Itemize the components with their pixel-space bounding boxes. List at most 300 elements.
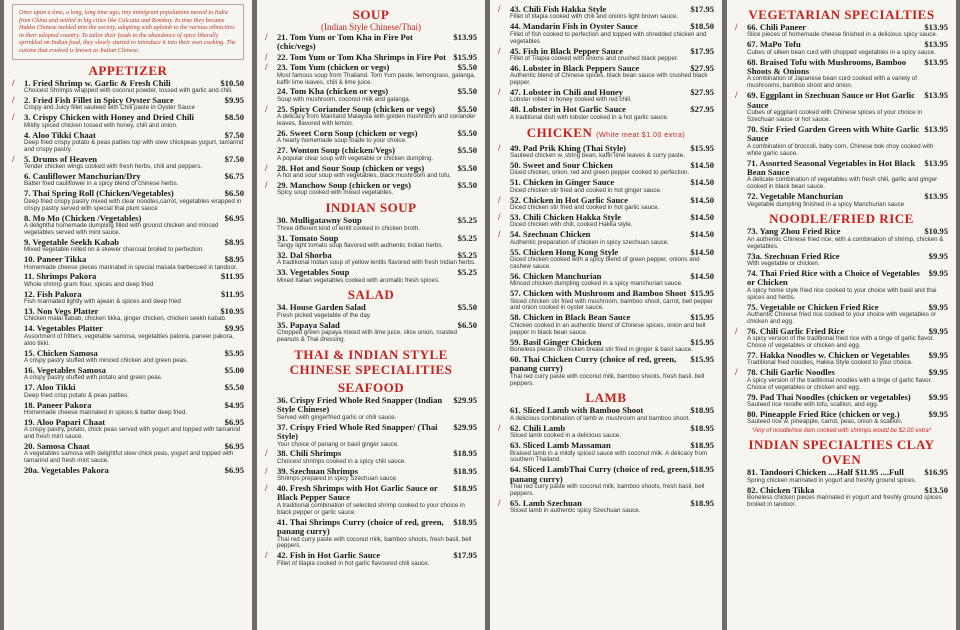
menu-item-price: $17.95 [690,4,714,14]
menu-item-name [510,355,714,374]
section-title-soup: SOUP [352,7,390,22]
menu-item-description: Braised lamb in a mildly spiced sauce with coconut milk. A delicacy from southern Thailand. [510,449,708,464]
chili-pepper-icon: / [498,4,501,14]
chili-pepper-icon: / [265,51,268,62]
menu-item-title: 5. Drums of Heaven [24,153,98,164]
menu-item-description: Lobster rolled in honey cooked with red chili. [510,96,632,104]
menu-item-description: A spicy home style fried rice cooked to your choice with basil and thai spices and herbs. [747,286,937,301]
menu-item-title: 44. Mandarin Fish in Oyster Sauce [510,21,638,32]
menu-item-title: 25. Spicy Coriander Soup (chicken or vegs) [277,103,435,114]
menu-item-title: 31. Tomato Soup [277,232,339,243]
menu-item [498,424,714,440]
menu-item [735,351,948,367]
menu-item [498,5,714,21]
menu-item-title: 13. Non Vegs Platter [24,306,99,317]
chili-pepper-icon: / [265,62,268,73]
menu-item [265,518,477,551]
menu-item-name [747,269,948,288]
chili-pepper-icon: / [735,22,738,32]
chili-pepper-icon: / [498,142,501,153]
menu-item-description: Shrimps prepared in spicy Szechuan sauce. [277,475,398,483]
menu-item [735,40,948,56]
menu-item-price: $15.95 [453,51,477,62]
menu-item-title: 24. Tom Kha (chicken or vegs) [277,86,389,97]
menu-item-description: Spicy soup cooked with mixed vegetables. [277,189,394,197]
menu-item [498,465,714,498]
menu-item-price: $18.95 [690,440,714,451]
menu-item-price: $27.95 [690,62,714,73]
menu-item-description: Chicken malai kabab, chicken tikka, ginger chicken, chicken seekh kabab. [24,315,227,323]
menu-item-description: Choicest shrimps cooked in a spicy chili sauce. [277,457,406,465]
menu-item [498,499,714,515]
menu-item-price: $18.95 [690,405,714,416]
menu-item-description: Sauteed rice w. pineapple, carrot, peas, onion & scallion. [747,418,903,426]
menu-item [12,113,244,129]
menu-item-title: 59. Basil Ginger Chicken [510,336,602,347]
menu-item [265,303,477,319]
menu-item-title: 30. Mulligatawny Soup [277,215,362,226]
menu-item-price: $10.50 [220,77,244,88]
menu-item-title: 2. Fried Fish Fillet in Spicy Oyster Sauce [24,94,174,105]
menu-item-title: 17. Aloo Tikki [24,382,76,393]
menu-item-title: 81. Tandoori Chicken ....Half $11.95 ....Full [747,467,904,478]
menu-item-price: $27.95 [690,87,714,98]
menu-item-title: 48. Lobster in Hot Garlic Sauce [510,104,626,115]
menu-item-description: A delightful homemade dumpling filled with ground chicken and minced vegetables served with mint sauce. [24,221,219,236]
menu-item-price: $14.50 [690,246,714,257]
menu-item-description: A popular clear soup with vegetable or chicken dumpling. [277,154,434,162]
menu-item-title: 8. Mo Mo (Chicken /Vegetables) [24,212,142,223]
chili-pepper-icon: / [498,229,501,240]
menu-item [12,349,244,365]
menu-item-description: Three different kind of lentil cooked in chicken broth. [277,224,420,232]
menu-item-price: $18.95 [690,422,714,433]
menu-item [12,324,244,347]
menu-item-description: Minced chicken dumpling cooked in a spicy manchurian sauce. [510,280,683,288]
menu-item-description: A crispy pastry, potato, chick peas served with yogurt and topped with tamarind and fresh mint sauce. [24,426,241,441]
menu-item-description: With vegetable or chicken. [747,260,820,268]
menu-list [735,468,948,509]
menu-item [498,47,714,63]
menu-item-price: $29.95 [453,395,477,405]
menu-item-description: Chicken cooked in an authentic blend of Chinese spices, onion and bell pepper in black bean sauce. [510,321,706,336]
menu-item-title: 52. Chicken in Hot Garlic Sauce [510,194,628,205]
menu-item-price: $4.95 [224,399,244,410]
menu-item [498,248,714,271]
menu-item-title: 75. Vegetable or Chicken Fried Rice [747,301,879,312]
menu-list [265,33,477,197]
menu-item-price: $13.95 [924,90,948,101]
menu-item-title: 20a. Vegetables Pakora [24,465,109,476]
menu-item-price: $5.50 [224,382,244,393]
menu-item-description: Fillet of tilapia cooked with chili and onions light brown sauce. [510,13,679,21]
menu-item-price: $5.00 [224,364,244,375]
chili-pepper-icon: / [498,211,501,222]
menu-list [735,227,948,426]
menu-item [12,466,244,475]
menu-item-price: $5.50 [457,145,477,156]
menu-item-price: $13.50 [924,484,948,495]
menu-item-description: A traditional combination of selected shrimp cooked to your choice in black pepper or garlic sauce. [277,501,465,516]
menu-item [498,161,714,177]
menu-item-title: 27. Wonton Soup (chicken/Vegs) [277,145,395,156]
menu-item-name [277,53,477,62]
menu-item [265,164,477,180]
menu-item [498,230,714,246]
menu-item-price: $9.95 [928,267,948,278]
menu-item-description: Whole shrimp gram flour, spices and deep fried [24,280,154,288]
chili-pepper-icon: / [265,448,268,459]
menu-item-name [747,159,948,178]
menu-item-price: $17.95 [690,45,714,56]
menu-item-description: Mixed vegetable rolled on a skewer charcoal broiled to perfection. [24,246,204,254]
section-title-indian-soup: INDIAN SOUP [325,200,417,216]
menu-item-price: $5.25 [457,232,477,243]
menu-item [735,58,948,91]
menu-item-name [277,518,477,537]
menu-item [498,441,714,464]
menu-item [12,255,244,271]
menu-item-description: A spicy version of the traditional noodles with a tinge of garlic flavor. Choice of vegetables or chicken and egg. [747,376,933,391]
menu-item-title: 68. Braised Tofu with Mushrooms, Bamboo Shoots & Onions [747,56,907,77]
menu-item-description: Sauteed rice noodle with tofu, scallion, and egg. [747,400,879,408]
menu-item-title: 79. Pad Thai Noodles (chicken or vegetables) [747,391,911,402]
menu-list [265,303,477,344]
menu-list [498,406,714,515]
menu-item-description: A hot and sour soup with vegetables, black mushroom and tofu. [277,172,452,179]
menu-item-description: A crispy pastry stuffed with potato and green peas. [24,374,163,382]
menu-item-price: $15.95 [690,353,714,364]
menu-item-title: 42. Fish in Hot Garlic Sauce [277,550,381,561]
menu-item-title: 10. Paneer Tikka [24,254,87,265]
menu-item-title: 9. Vegetable Seekh Kabab [24,236,120,247]
menu-item-name [277,423,477,442]
menu-item [498,213,714,229]
menu-item-price: $9.95 [928,250,948,261]
menu-item-description: Sliced lamb cooked in a delicious sauce. [510,432,622,440]
menu-item-title: 20. Samosa Chaat [24,441,90,452]
menu-item [265,423,477,449]
menu-item-price: $27.95 [690,104,714,115]
menu-item [735,393,948,409]
chili-pepper-icon: / [735,325,738,336]
menu-item-description: Mildly spiced chicken tossed with honey, chili and onion. [24,121,178,129]
menu-item-description: Diced chicken cooked with a spicy blend of green pepper, onions and cashew sauce. [510,255,700,270]
chili-pepper-icon: / [12,77,15,88]
menu-item-description: Authentic blend of Chinese spices, black bean sauce with crushed black pepper. [510,72,708,87]
menu-item [498,88,714,104]
menu-item-title: 23. Tom Yum (chicken or vegs) [277,62,390,73]
menu-item-title: 12. Fish Pakora [24,288,82,299]
section-title-seafood: SEAFOOD [337,380,405,395]
menu-item-price: $8.95 [224,254,244,265]
section-subtitle-soup: (Indian Style Chinese/Thai) [321,22,421,32]
menu-item-description: Served with gingerfried garlic or chili sauce. [277,413,397,421]
menu-item-title: 36. Crispy Fried Whole Red Snapper (Indian Style Chinese) [277,395,443,415]
chili-pepper-icon: / [12,94,15,105]
menu-item-description: Homemade cheese marinated in spices & batter deep fried. [24,408,188,416]
menu-item [12,96,244,112]
menu-item [735,159,948,192]
menu-item-price: $18.95 [453,516,477,527]
menu-panel-4 [727,0,956,630]
menu-item-price: $13.95 [453,32,477,42]
menu-item-description: Homemade cheese pieces marinated in special masala barbecued in tandoor. [24,263,238,271]
section-title-chicken [498,125,714,143]
menu-item [735,252,948,268]
menu-item-price: $6.95 [224,212,244,223]
menu-item-price: $5.25 [457,267,477,278]
menu-item [735,368,948,391]
menu-list [265,216,477,284]
menu-item-title: 18. Paneer Pakora [24,399,92,410]
menu-item-name [277,484,477,503]
menu-item-price: $13.95 [924,157,948,168]
menu-item-title: 41. Thai Shrimps Curry (choice of red, green, panang curry) [277,516,444,537]
menu-item-description: Fish marinated lightly with ajwain & spices and deep fried [24,298,181,306]
menu-item [265,105,477,128]
menu-item-description: Most famous soup from Thailand. Tom Yum paste, lemongrass, galanga, kaffir lime leaves, chili & lime juice. [277,71,476,86]
menu-panel-1 [4,0,252,630]
menu-item-description: Diced chicken stir fried and cooked in hot ginger sauce. [510,186,662,194]
menu-item [265,268,477,284]
chili-pepper-icon: / [735,367,738,378]
menu-item-name [747,125,948,144]
menu-item-description: Thai red curry paste with coconut milk, bamboo shoots, fresh basil, bell peppers. [510,483,705,498]
menu-item-price: $9.95 [928,301,948,312]
chili-pepper-icon: / [265,103,268,114]
menu-item [12,189,244,212]
menu-item-price: $6.50 [457,319,477,330]
chili-pepper-icon: / [498,497,501,508]
chili-pepper-icon: / [735,90,738,101]
menu-item-title: 33. Vegetables Soup [277,267,350,278]
menu-item-description: Diced chicken stir fried and cooked in hot garlic sauce. [510,204,660,212]
menu-item-title: 53. Chili Chicken Hakka Style [510,211,622,222]
section-title-clay-oven: INDIAN SPECIALTIES CLAY OVEN [748,437,935,468]
menu-item-description: A combination of Japanese bean curd cooked with a variety of mushrooms, bamboo shoot and onion. [747,75,917,90]
menu-item-title: 14. Vegetables Platter [24,323,103,334]
menu-item [498,196,714,212]
menu-item-description: Fillet of Tilapia cooked with onions and crushed black pepper. [510,54,679,62]
menu-item [735,91,948,124]
menu-item-description: Boneless chicken pieces marinated in yogurt and freshly ground spices broiled in tandoor. [747,493,942,508]
menu-list [735,23,948,208]
menu-item-price: $15.95 [690,312,714,323]
menu-item-description: Soup with mushroom, coconut milk and galanga. [277,95,411,103]
intro-text: Once upon a time, a long, long time ago, tiny immigrant populations moved to India from China and settled in big cities like Calcutta and Bombay. In time they became Hakka Chinese melded into the society, adapting with aplomb to the various ethnicities in their adopted country. To tailor their foods to the abundance of spice liberally sprinkled on Indian food, they slowly started to introduce it into their own cooking. The cuisine that evolved is known as Indian Chinese. [19,9,236,54]
menu-item-description: Choicest Shrimps wrapped with coconut powder, tossed with garlic and chili. [24,86,233,94]
noodle-note: *Any of noodle/rice item cooked with shrimps would be $2.00 extra* [751,428,932,435]
menu-item-price: $14.50 [690,229,714,240]
menu-item [12,131,244,154]
menu-item-title: 80. Pineapple Fried Rice (chicken or veg.) [747,408,900,419]
menu-item [265,449,477,465]
menu-item [12,366,244,382]
menu-item-title: 46. Lobster in Black Peppers Sauce [510,62,640,73]
menu-item-price: $14.50 [690,211,714,222]
menu-item-title: 76. Chili Garlic Fried Rice [747,325,845,336]
menu-item-price: $14.50 [690,160,714,170]
menu-item [735,468,948,484]
menu-item [735,269,948,302]
menu-item-name [510,465,714,484]
section-title-vegetarian: VEGETARIAN SPECIALTIES [748,7,935,22]
chili-pepper-icon: / [498,422,501,433]
menu-item-description: A traditional Indian soup of yellow lentils flavored with fresh Indian herbs. [277,259,476,267]
chili-pepper-icon: / [265,465,268,476]
menu-item-title: 61. Sliced Lamb with Bamboo Shoot [510,405,644,416]
menu-item-description: Fillet of tilapia cooked in hot garlic flavoured chili sauce. [277,559,430,567]
menu-item-description: Diced chicken with chili, cooked Hakka style. [510,221,633,229]
menu-item-price: $17.95 [453,550,477,561]
menu-item-price: $11.95 [220,271,244,282]
menu-item-title: 58. Chicken in Black Bean Sauce [510,312,631,323]
menu-item-price: $9.95 [928,367,948,378]
menu-item [498,105,714,121]
menu-item-description: Sauteed chicken w. string bean, kaffir lime leaves & curry paste. [510,152,685,160]
menu-item-name [747,58,948,77]
menu-item-title: 69. Eggplant in Szechuan Sauce or Hot Garlic Sauce [747,90,915,110]
menu-item-name [24,466,244,475]
menu-item [735,410,948,426]
menu-item-title: 1. Fried Shrimp w. Garlic & Fresh Chili [24,77,171,88]
menu-item-description: Chopped green papaya mixed with lime juice, slice onion, roasted peanuts & Thai dressing. [277,329,457,344]
menu-item [12,418,244,441]
menu-item-price: $14.50 [690,177,714,188]
menu-item-price: $7.50 [224,153,244,164]
menu-item-price: $9.95 [928,391,948,402]
menu-item [12,214,244,237]
menu-item-title: 77. Hakka Noodles w. Chicken or Vegetables [747,350,910,361]
menu-item-description: Fresh picked vegetable of the day. [277,311,372,319]
section-title-noodle: NOODLE/FRIED RICE [769,211,914,227]
chili-pepper-icon: / [265,550,268,561]
menu-item-title: 15. Chicken Samosa [24,347,98,358]
menu-item-price: $13.95 [924,123,948,134]
menu-item-description: Assortment of fritters, vegetable samosa, vegetables pakora, paneer pakora, aloo tikki. [24,332,234,347]
menu-item [12,290,244,306]
menu-item-title: 7. Thai Spring Roll (Chicken/Vegetables) [24,188,174,199]
menu-item [265,129,477,145]
menu-item-description: Vegetable dumpling finished in a spicy Manchurian sauce [747,200,905,208]
menu-item-price: $9.95 [928,325,948,336]
menu-item-title: 47. Lobster in Chili and Honey [510,87,624,98]
menu-item-description: A vegetables samosa with delightful stew chick peas, yogurt and topped with tamarind and fresh mint sauce. [24,450,234,465]
menu-item [265,484,477,517]
menu-item-title: 66. Chili Paneer [747,22,806,32]
menu-item [498,144,714,160]
menu-item-price: $11.95 [220,288,244,299]
menu-item [265,234,477,250]
menu-item [265,33,477,52]
menu-panel-2 [257,0,485,630]
menu-item-price: $18.50 [690,21,714,32]
menu-item-title: 16. Vegetables Samosa [24,364,106,375]
menu-item-description: A hearty homemade soup made to your choice. [277,137,407,145]
intro-box [12,4,244,60]
menu-item-title: 74. Thai Fried Rice with a Choice of Vegetables or Chicken [747,267,920,288]
menu-item [735,303,948,326]
menu-item [265,146,477,162]
menu-item [498,355,714,388]
menu-item-title: 82. Chicken Tikka [747,484,815,495]
menu-item-name [277,396,477,415]
menu-item-title: 39. Szechuan Shrimps [277,465,358,476]
section-title-specialities: THAI & INDIAN STYLE CHINESE SPECIALITIES [289,347,453,377]
menu-item-price: $13.95 [924,39,948,50]
menu-item-title: 21. Tom Yum or Tom Kha in Fire Pot (chic/vegs) [277,32,413,52]
menu-item-title: 43. Chili Fish Hakka Style [510,4,607,14]
menu-item-description: Your choice of panang or basil ginger sauce. [277,440,399,448]
menu-item-description: Mixed Italian vegetables cooked with aromatic fresh spices. [277,276,440,284]
menu-list [498,5,714,122]
menu-item-description: Traditional fried noodles, Hakka Style cooked to your choice. [747,359,913,367]
menu-item-title: 56. Chicken Manchurian [510,270,602,281]
menu-item-description: Spring chicken marinated in yogurt and freshly ground spices. [747,476,917,484]
menu-item [12,79,244,95]
menu-item [735,192,948,208]
menu-item-description: Diced chicken, onion, red and green pepper cooked to perfection. [510,169,690,177]
menu-item-price: $18.95 [690,464,714,475]
menu-item-title: 22. Tom Yum or Tom Kha Shrimps in Fire Pot [277,51,447,62]
menu-item-price: $18.95 [453,483,477,494]
menu-item-price: $5.50 [457,86,477,97]
menu-item-price: $9.95 [928,350,948,361]
menu-item-price: $7.50 [224,129,244,140]
section-title-salad: SALAD [347,287,395,303]
menu-item-price: $5.95 [224,347,244,358]
menu-item-title: 71. Assorted Seasonal Vegetables in Hot Black Bean Sauce [747,157,916,177]
menu-item-price: $6.95 [224,441,244,452]
menu-item [498,272,714,288]
menu-item [12,272,244,288]
menu-item-title: 73. Yang Zhou Fried Rice [747,226,841,237]
menu-item [265,53,477,62]
menu-item-title: 54. Szechuan Chicken [510,229,591,240]
menu-item-description: A crispy pastry stuffed with minced chicken and green peas. [24,356,188,364]
menu-item-title: 78. Chili Garlic Noodles [747,367,835,378]
menu-item-price: $13.95 [924,56,948,67]
menu-item-title: 40. Fresh Shrimps with Hot Garlic Sauce or Black Pepper Sauce [277,483,438,503]
menu-item-description: A delicate combination of vegetables with fresh chili, garlic and ginger cooked in black bean sauce. [747,176,938,191]
menu-item-description: Tangy light tomato soup flavored with authentic Indian herbs. [277,241,444,249]
menu-item [498,178,714,194]
menu-item-price: $5.50 [457,127,477,138]
menu-item-title: 34. House Garden Salad [277,302,366,313]
menu-item-title: 29. Manchow Soup (chicken or vegs) [277,179,412,190]
menu-item-title: 11. Shrimps Pakora [24,271,97,282]
menu-item [265,551,477,567]
chili-pepper-icon: / [498,87,501,98]
menu-item-price: $6.75 [224,171,244,182]
menu-item-price: $5.50 [457,302,477,313]
menu-item [265,87,477,103]
menu-item-description: Slice pieces of homemade cheese finished in a delicious spicy sauce. [747,31,938,39]
menu-item [265,181,477,197]
menu-item-price: $13.95 [924,191,948,202]
section-title-appetizer: APPETIZER [88,62,168,78]
menu-item [498,64,714,87]
menu-item [735,486,948,509]
menu-item-description: A delicious combination of lamb w. mushroom and bamboo shoot. [510,414,690,422]
menu-item-title: 67. MaPo Tofu [747,39,801,50]
menu-item-description: Authentic preparation of chicken in spicy szechuan sauce. [510,238,669,246]
menu-item-price: $10.95 [220,306,244,317]
menu-item-title: 51. Chicken in Ginger Sauce [510,177,615,188]
menu-item-price: $10.95 [924,226,948,237]
menu-item-price: $14.50 [690,194,714,205]
